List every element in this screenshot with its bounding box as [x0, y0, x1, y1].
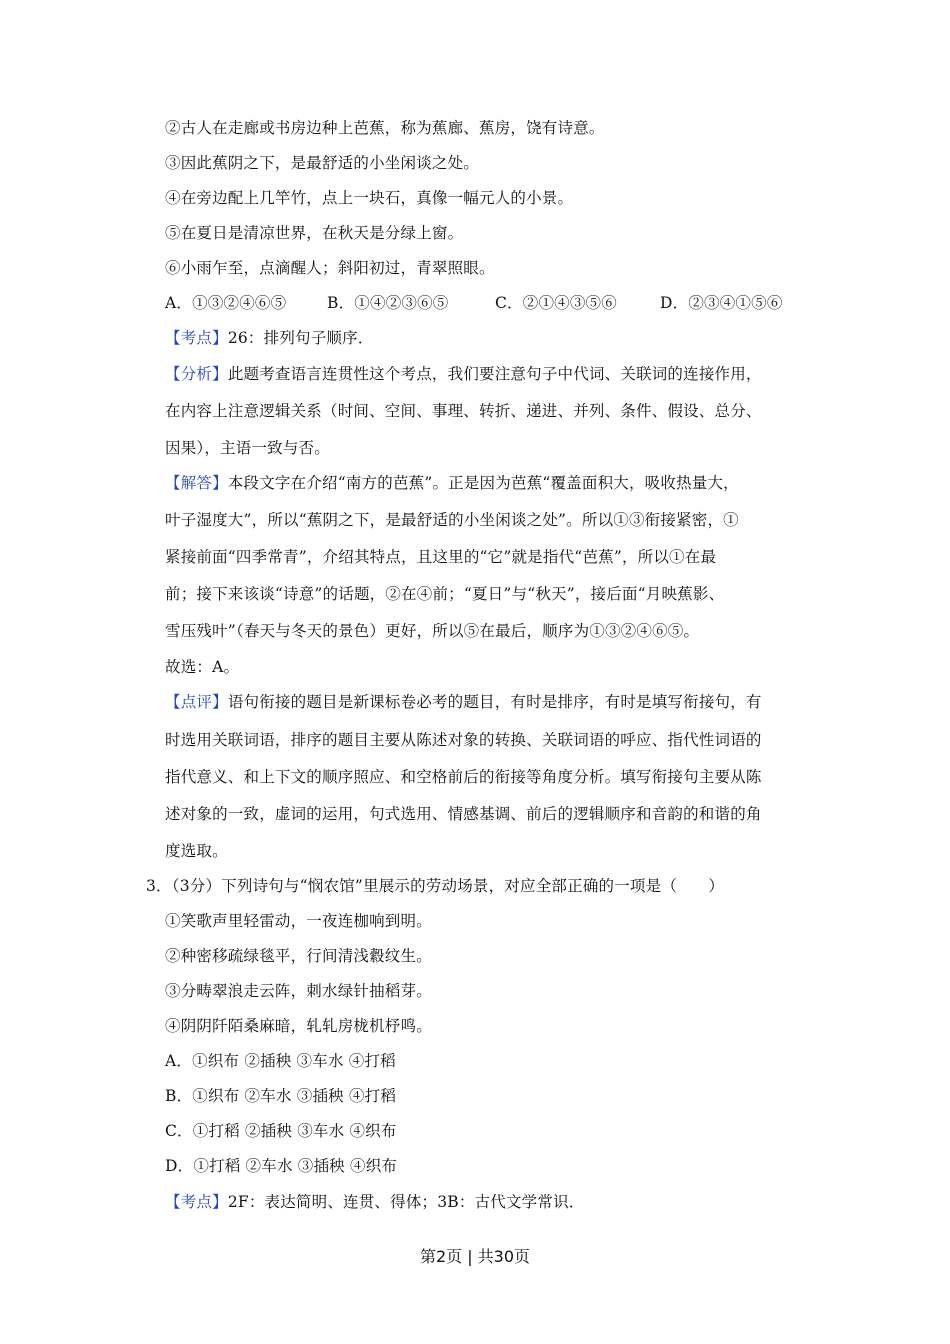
q3-stem: 3．（3分）下列诗句与“悯农馆”里展示的劳动场景，对应全部正确的一项是（ ）	[146, 877, 725, 895]
q2-dianping-text: 语句衔接的题目是新课标卷必考的题目，有时是排序，有时是填写衔接句，有	[227, 693, 762, 711]
q3-option-b: B．①织布 ②车水 ③插秧 ④打稻	[165, 1087, 397, 1105]
q2-option-c: C．②①④③⑤⑥	[495, 294, 617, 312]
q2-jieda-line-4: 前；接下来该谈“诗意”的话题，②在④前；“夏日”与“秋天”，接后面“月映蕉影、	[165, 585, 725, 603]
q2-dianping-line-4: 述对象的一致，虚词的运用，句式选用、情感基调、前后的逻辑顺序和音韵的和谐的角	[165, 805, 762, 823]
q2-sentence-4: ④在旁边配上几竿竹，点上一块石，真像一幅元人的小景。	[165, 189, 574, 207]
q2-answer: 故选：A。	[165, 658, 240, 676]
q2-jieda-line-2: 叶子湿度大”，所以“蕉阴之下，是最舒适的小坐闲谈之处”。所以①③衔接紧密，①	[165, 511, 739, 529]
q2-jieda-line-1	[165, 473, 739, 493]
q2-jieda-line-3: 紧接前面“四季常青”，介绍其特点，且这里的“它”就是指代“芭蕉”，所以①在最	[165, 548, 717, 566]
q3-kaodian	[165, 1192, 584, 1212]
q2-sentence-6: ⑥小雨乍至，点滴醒人；斜阳初过，青翠照眼。	[165, 259, 495, 277]
q3-sentence-3: ③分畴翠浪走云阵，刺水绿针抽稻芽。	[165, 982, 432, 1000]
q3-sentence-1: ①笑歌声里轻雷动，一夜连枷响到明。	[165, 912, 432, 930]
q3-kaodian-tag: 【考点】	[165, 1193, 228, 1211]
q3-sentence-2: ②种密移疏绿毯平，行间清浅縠纹生。	[165, 947, 432, 965]
q2-dianping-tag: 【点评】	[165, 693, 228, 711]
q3-kaodian-text: 2F：表达简明、连贯、得体；3B：古代文学常识．	[227, 1193, 585, 1211]
q2-fenxi-text: 此题考查语言连贯性这个考点，我们要注意句子中代词、关联词的连接作用，	[227, 365, 762, 383]
q2-kaodian	[165, 328, 374, 348]
q2-kaodian-text: 26：排列句子顺序．	[227, 329, 374, 347]
q2-sentence-2: ②古人在走廊或书房边种上芭蕉，称为蕉廊、蕉房，饶有诗意。	[165, 119, 605, 137]
q3-option-d: D．①打稻 ②车水 ③插秧 ④织布	[165, 1157, 398, 1175]
q2-sentence-3: ③因此蕉阴之下，是最舒适的小坐闲谈之处。	[165, 154, 480, 172]
q2-jieda-tag: 【解答】	[165, 474, 228, 492]
q2-fenxi-line-3: 因果），主语一致与否。	[165, 439, 330, 457]
page-footer: 第2页 | 共30页	[419, 1247, 531, 1266]
q3-option-c: C．①打稻 ②插秧 ③车水 ④织布	[165, 1122, 397, 1140]
q2-dianping-line-5: 度选取。	[165, 842, 228, 860]
q2-option-a: A．①③②④⑥⑤	[165, 294, 287, 312]
q2-option-d: D．②③④①⑤⑥	[660, 294, 783, 312]
q2-option-b: B．①④②③⑥⑤	[327, 294, 449, 312]
q2-dianping-line-1	[165, 692, 762, 712]
q2-dianping-line-3: 指代意义、和上下文的顺序照应、和空格前后的衔接等角度分析。填写衔接句主要从陈	[165, 768, 762, 786]
q2-options	[165, 293, 783, 313]
q2-sentence-5: ⑤在夏日是清凉世界，在秋天是分绿上窗。	[165, 224, 464, 242]
q3-sentence-4: ④阴阴阡陌桑麻暗，轧轧房栊机杼鸣。	[165, 1017, 432, 1035]
q2-fenxi-line-2: 在内容上注意逻辑关系（时间、空间、事理、转折、递进、并列、条件、假设、总分、	[165, 402, 762, 420]
q2-kaodian-tag: 【考点】	[165, 329, 228, 347]
q2-jieda-text: 本段文字在介绍“南方的芭蕉”。正是因为芭蕉“覆盖面积大，吸收热量大，	[227, 474, 739, 492]
q2-jieda-line-5: 雪压残叶”（春天与冬天的景色）更好，所以⑤在最后，顺序为①③②④⑥⑤。	[165, 622, 700, 640]
q2-dianping-line-2: 时选用关联词语，排序的题目主要从陈述对象的转换、关联词语的呼应、指代性词语的	[165, 731, 762, 749]
q3-option-a: A．①织布 ②插秧 ③车水 ④打稻	[165, 1052, 396, 1070]
q2-fenxi-line-1	[165, 364, 762, 384]
q2-fenxi-tag: 【分析】	[165, 365, 228, 383]
